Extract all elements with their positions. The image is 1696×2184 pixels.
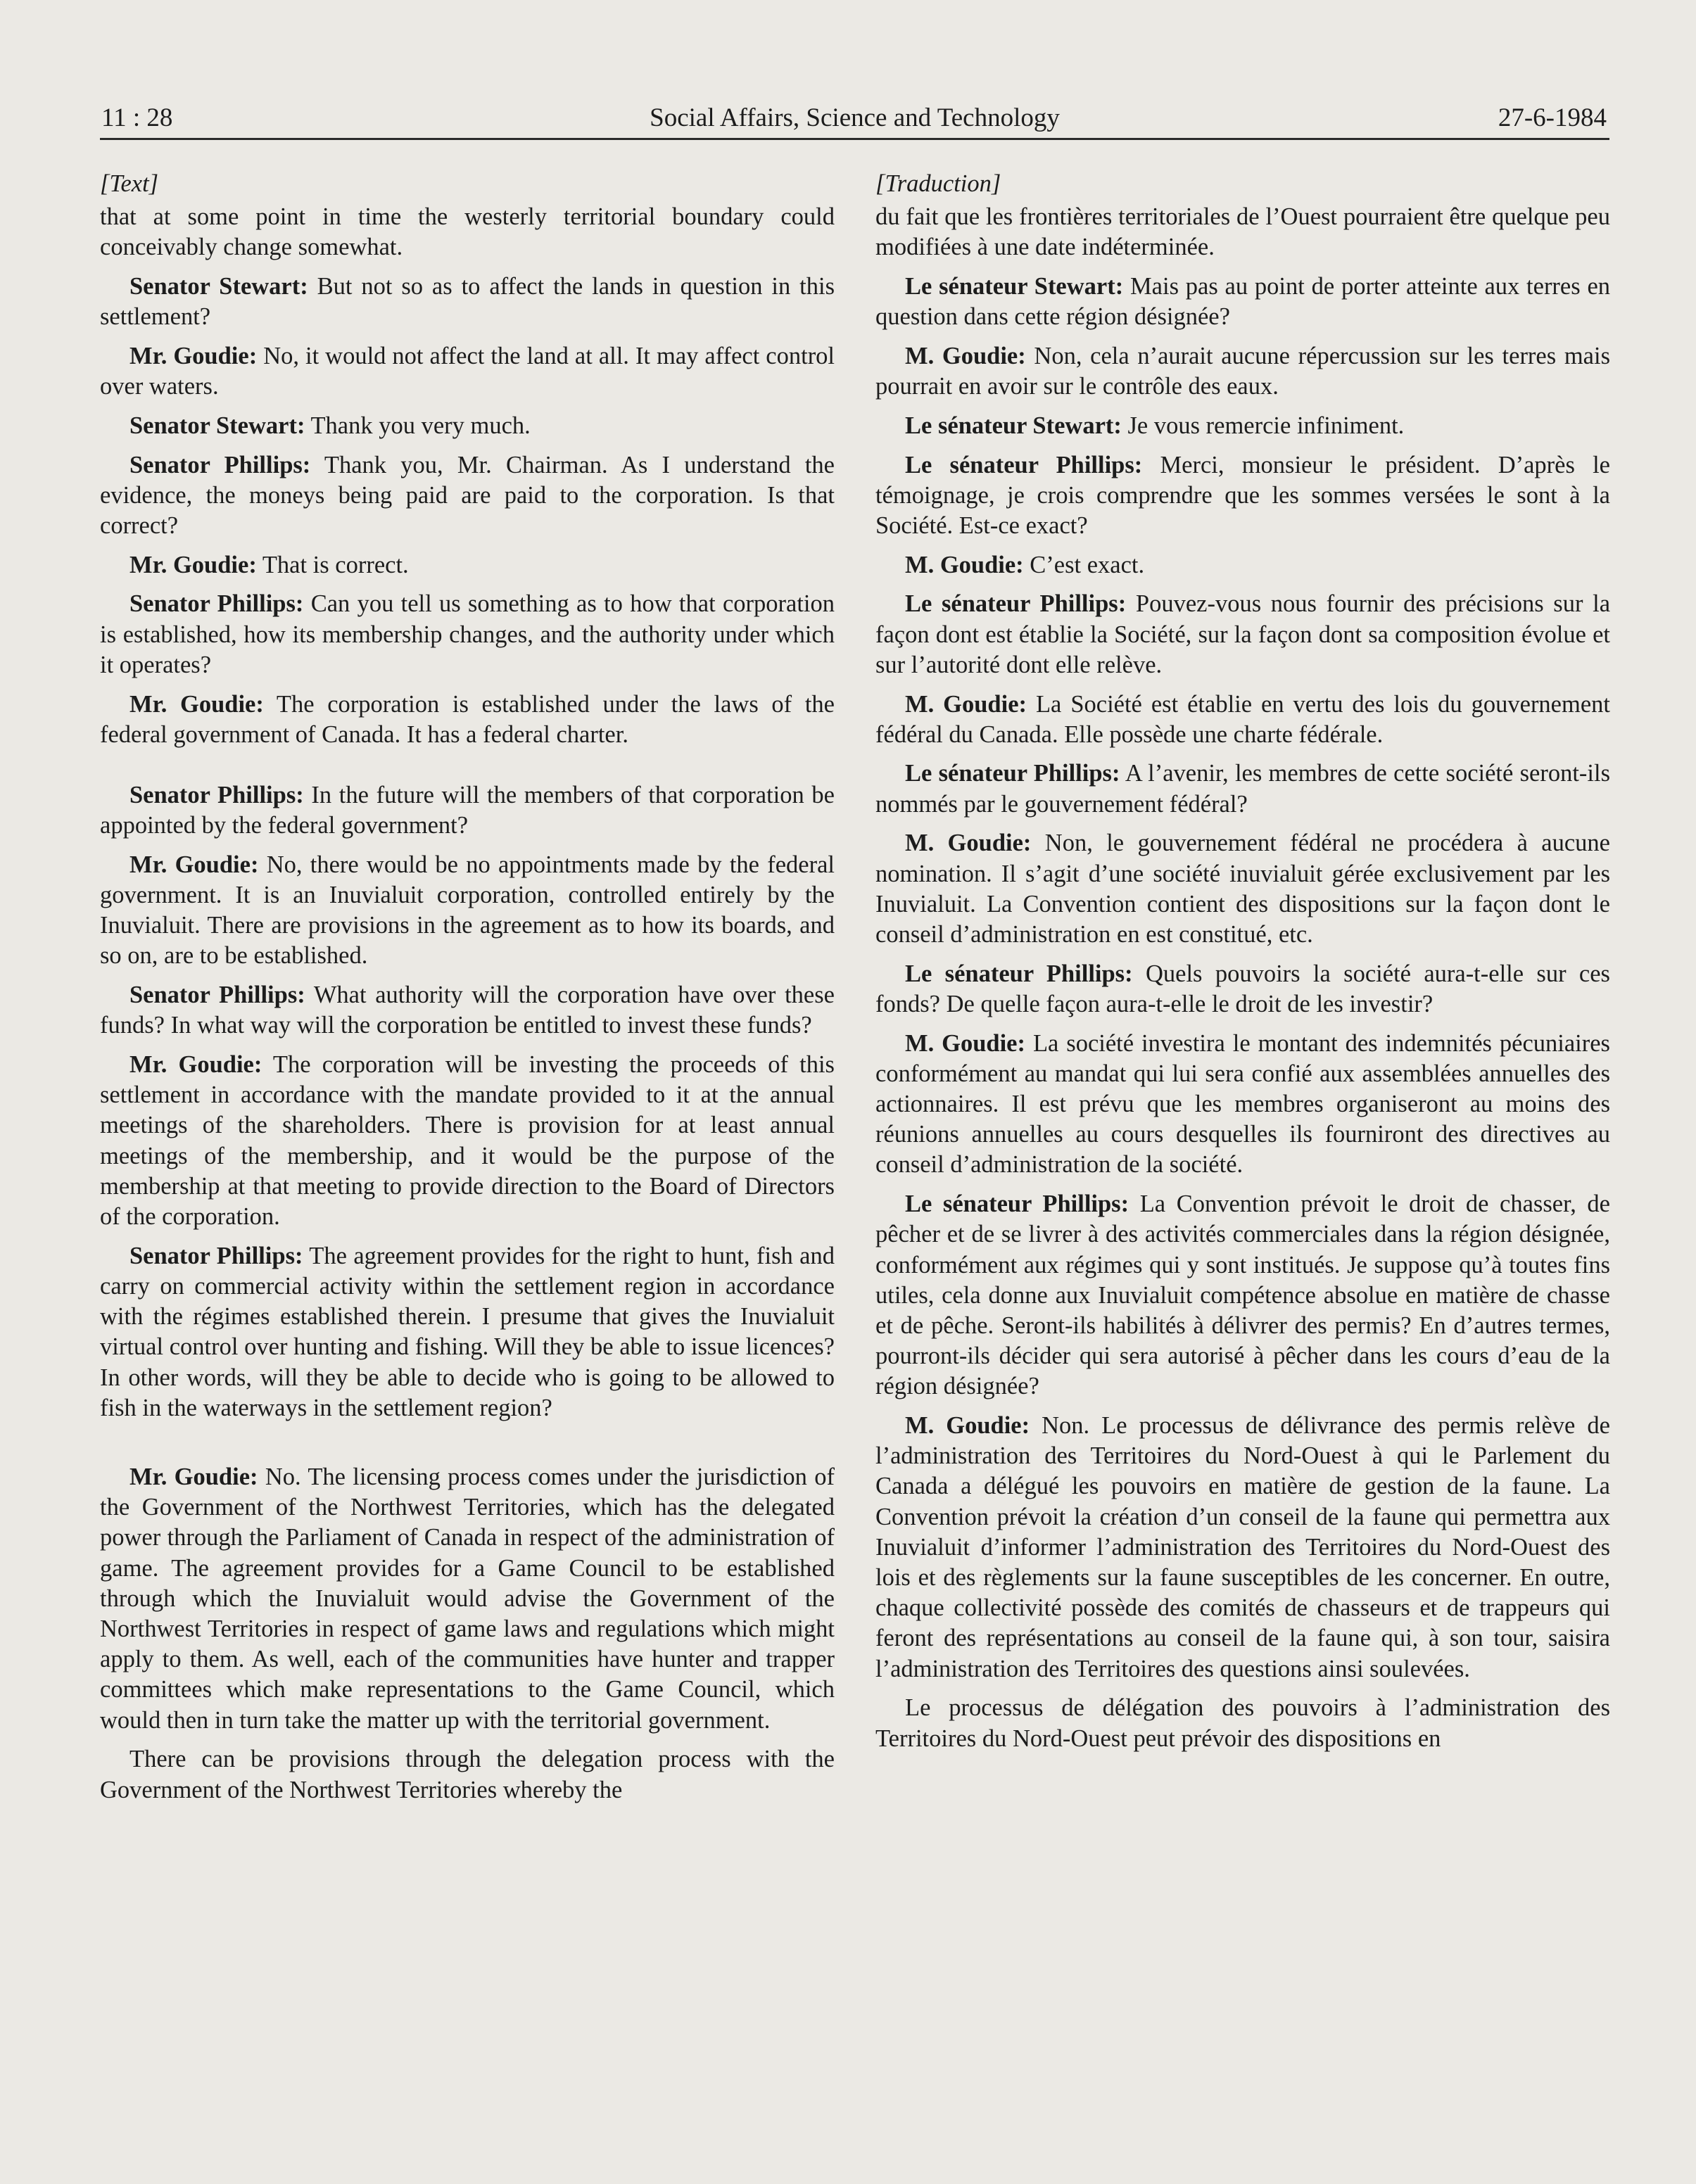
page-number: 11 : 28: [101, 103, 173, 132]
paragraph: [100, 780, 835, 841]
speaker-name: Mr. Goudie:: [129, 1051, 262, 1079]
paragraph-text: The agreement provides for the right to hunt, fish and carry on commercial activity within the settlement region in accordance with the régimes established therein. I presume that gives the Inuvialuit virtual control over hunting and fishing. Will they be able to issue licences? In other words, will they be able to decide who is going to be allowed to fish in the waterways in the settlement region?: [100, 1242, 835, 1421]
speaker-name: Le sénateur Phillips:: [905, 1191, 1129, 1218]
paragraph-text: Pouvez-vous nous fournir des précisions sur la façon dont est établie la Société, sur la façon dont sa composition évolue et sur l’autorité dont elle relève.: [875, 590, 1611, 678]
speaker-name: Senator Phillips:: [129, 982, 305, 1009]
paragraph-text: No. The licensing process comes under the jurisdiction of the Government of the Northwest Territories, which has the delegated power through the Parliament of Canada in respect of the administration of game. The agreement provides for a Game Council to be established through which the Inuvialuit would advise the Government of the Northwest Territories in respect of game laws and regulations which might apply to them. As well, each of the communities have hunter and trapper committees which make representations to the Game Council, which would then in turn take the matter up with the territorial government.: [100, 1464, 835, 1734]
paragraph-text: that at some point in time the westerly territorial boundary could conceivably change somewhat.: [100, 203, 835, 261]
committee-title: Social Affairs, Science and Technology: [650, 103, 1060, 132]
paragraph: [100, 1462, 835, 1736]
paragraph-text: Can you tell us something as to how that corporation is established, how its membership changes, and the authority under which it operates?: [100, 590, 835, 678]
paragraph-text: Non, le gouvernement fédéral ne procédera à aucune nomination. Il s’agit d’une société inuvialuit gérée exclusivement par les Inuvialuit. La Convention contient des dispositions sur la façon dont le conseil d’administration en est constitué, etc.: [875, 830, 1610, 948]
paragraph: [875, 272, 1610, 332]
paragraph: [875, 959, 1610, 1020]
paragraph: [100, 411, 835, 441]
speaker-name: Le sénateur Stewart:: [905, 412, 1122, 439]
paragraph-text: La Convention prévoit le droit de chasser, de pêcher et de se livrer à des activités commerciales dans la région désignée, conformément aux régimes qui y sont institués. Je suppose qu’à toutes fins utiles, cela donne aux Inuvialuit compétence absolue en matière de chasse et de pêche. Seront-ils habilités à délivrer des permis? En d’autres termes, pourront-ils décider qui sera autorisé à pêcher dans les cours d’eau de la région désignée?: [875, 1191, 1610, 1400]
paragraph: [875, 341, 1610, 402]
paragraph-text: In the future will the members of that corporation be appointed by the federal government?: [100, 781, 835, 839]
speaker-name: Le sénateur Phillips:: [905, 590, 1127, 618]
speaker-name: Mr. Goudie:: [129, 690, 264, 718]
speaker-name: M. Goudie:: [905, 1412, 1030, 1440]
speaker-name: Le sénateur Phillips:: [905, 760, 1120, 787]
page-header: [100, 97, 1609, 140]
speaker-name: Le sénateur Stewart:: [905, 273, 1124, 300]
paragraph: [875, 758, 1610, 819]
paragraph: [100, 202, 835, 262]
paragraph-text: du fait que les frontières territoriales de l’Ouest pourraient être quelque peu modifiées à une date indéterminée.: [875, 203, 1610, 261]
paragraph: [875, 450, 1610, 542]
paragraph-text: What authority will the corporation have over these funds? In what way will the corporation be entitled to invest these funds?: [100, 982, 835, 1039]
paragraph-text: Quels pouvoirs la société aura-t-elle sur ces fonds? De quelle façon aura-t-elle le droit de les investir?: [875, 960, 1610, 1017]
paragraph-text: Merci, monsieur le président. D’après le témoignage, je crois comprendre que les sommes versées le sont à la Société. Est-ce exact?: [875, 451, 1610, 540]
paragraph: [100, 450, 835, 542]
paragraph: [100, 550, 835, 580]
speaker-name: Senator Phillips:: [129, 1242, 303, 1269]
paragraph: [100, 690, 835, 750]
paragraph: [100, 589, 835, 680]
english-column: [100, 169, 835, 1814]
paragraph-text: La société investira le montant des indemnités pécuniaires conformément au mandat qui lui sera confié aux assemblées annuelles des actionnaires. Il est prévu que les membres organiseront au moins des réunions annuelles au cours desquelles ils fourniront des directives au conseil d’administration de la société.: [875, 1029, 1610, 1179]
paragraph-text: But not so as to affect the lands in question in this settlement?: [100, 273, 835, 331]
speaker-name: Le sénateur Phillips:: [905, 960, 1133, 987]
paragraph-text: Le processus de délégation des pouvoirs à l’administration des Territoires du Nord-Ouest peut prévoir des dispositions en: [875, 1694, 1610, 1752]
paragraph-text: Thank you, Mr. Chairman. As I understand the evidence, the moneys being paid are paid to the corporation. Is that correct?: [100, 451, 835, 540]
speaker-name: Senator Phillips:: [129, 781, 304, 808]
paragraph: [100, 850, 835, 972]
paragraph: [875, 550, 1610, 580]
speaker-name: M. Goudie:: [905, 1029, 1025, 1057]
speaker-name: Senator Stewart:: [129, 273, 308, 300]
paragraph-text: Non, cela n’aurait aucune répercussion sur les terres mais pourrait en avoir sur le contrôle des eaux.: [875, 343, 1610, 400]
paragraph: [875, 411, 1610, 441]
paragraph-text: That is correct.: [262, 551, 409, 578]
speaker-name: Mr. Goudie:: [129, 851, 259, 878]
paragraph-text: There can be provisions through the delegation process with the Government of the Northwest Territories whereby the: [100, 1746, 835, 1803]
paragraph: [875, 589, 1610, 680]
french-column: [875, 169, 1610, 1763]
paragraph: [875, 828, 1610, 950]
paragraph: [100, 1744, 835, 1805]
text-section-label: [Text]: [100, 170, 159, 197]
speaker-name: M. Goudie:: [905, 551, 1024, 578]
paragraph: [875, 1411, 1610, 1684]
paragraph-text: A l’avenir, les membres de cette société seront-ils nommés par le gouvernement fédéral?: [875, 760, 1610, 818]
speaker-name: Senator Stewart:: [129, 412, 305, 439]
paragraph-text: Non. Le processus de délivrance des permis relève de l’administration des Territoires du Nord-Ouest à qui le Parlement du Canada a délégué les pouvoirs en matière de gestion de la faune. La Convention prévoit la création d’un conseil de la faune qui permettra aux Inuvialuit d’informer l’administration des Territoires du Nord-Ouest des lois et des règlements sur la faune susceptibles de les concerner. En outre, chaque collectivité possède des comités de chasseurs et de trappeurs qui feront des représentations au conseil de la faune qui, à son tour, saisira l’administration des Territoires des questions ainsi soulevées.: [875, 1412, 1610, 1682]
page-date: 27-6-1984: [1498, 103, 1607, 132]
paragraph: [100, 341, 835, 402]
translation-section-label: [Traduction]: [875, 170, 1001, 197]
paragraph-text: Je vous remercie infiniment.: [1127, 412, 1405, 439]
paragraph: [875, 1029, 1610, 1181]
speaker-name: Mr. Goudie:: [129, 1464, 258, 1491]
speaker-name: Senator Phillips:: [129, 590, 304, 618]
paragraph-text: La Société est établie en vertu des lois du gouvernement fédéral du Canada. Elle possède une charte fédérale.: [875, 690, 1610, 748]
paragraph-text: The corporation will be investing the proceeds of this settlement in accordance with the mandate provided to it at the annual meetings of the shareholders. There is provision for at least annual meetings of the membership, and it would be the purpose of the membership at that meeting to provide direction to the Board of Directors of the corporation.: [100, 1051, 835, 1231]
speaker-name: Mr. Goudie:: [129, 343, 258, 370]
speaker-name: M. Goudie:: [905, 343, 1026, 370]
paragraph: [100, 980, 835, 1041]
speaker-name: Senator Phillips:: [129, 451, 311, 478]
paragraph: [875, 690, 1610, 750]
speaker-name: M. Goudie:: [905, 830, 1032, 857]
paragraph: [100, 1241, 835, 1423]
paragraph-text: No, there would be no appointments made by the federal government. It is an Inuvialuit corporation, controlled entirely by the Inuvialuit. There are provisions in the agreement as to how its boards, and so on, are to be established.: [100, 851, 835, 970]
speaker-name: M. Goudie:: [905, 690, 1027, 718]
speaker-name: Le sénateur Phillips:: [905, 451, 1143, 478]
paragraph: [875, 1693, 1610, 1753]
paragraph-text: The corporation is established under the laws of the federal government of Canada. It has a federal charter.: [100, 690, 835, 748]
paragraph-text: C’est exact.: [1030, 551, 1145, 578]
paragraph: [100, 272, 835, 332]
paragraph: [875, 1189, 1610, 1402]
paragraph: [875, 202, 1610, 262]
paragraph-text: Thank you very much.: [310, 412, 531, 439]
paragraph: [100, 1050, 835, 1232]
paragraph-text: No, it would not affect the land at all. It may affect control over waters.: [100, 343, 835, 400]
paragraph-text: Mais pas au point de porter atteinte aux terres en question dans cette région désignée?: [875, 273, 1611, 331]
speaker-name: Mr. Goudie:: [129, 551, 257, 578]
